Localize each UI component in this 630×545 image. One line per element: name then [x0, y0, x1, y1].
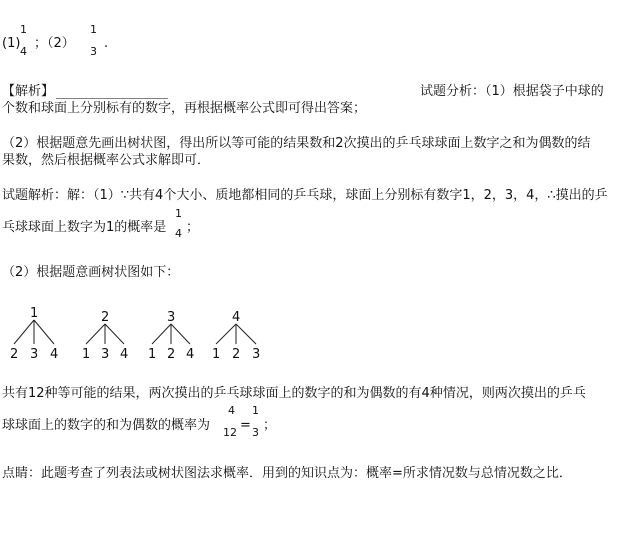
tree-edge	[105, 324, 124, 344]
tree-root: 4	[232, 310, 241, 325]
analysis-header: 【解析】	[2, 84, 55, 99]
solution-line2: 乓球球面上数字为1的概率是	[2, 220, 167, 235]
tree-root: 1	[30, 306, 39, 321]
tree-leaf: 1	[82, 347, 91, 362]
solution-part2-intro: （2）根据题意画树状图如下：	[2, 265, 180, 280]
tree-leaf: 3	[30, 347, 39, 362]
tree-edge	[34, 320, 54, 344]
result-equals: =	[240, 418, 251, 433]
tree-leaf: 2	[232, 347, 241, 362]
analysis-part2-line1: （2）根据题意先画出树状图，得出所以等可能的结果数和2次摸出的乒乓球球面上数字之和为偶数的结	[2, 136, 591, 151]
tree-leaf: 2	[167, 347, 176, 362]
tree-leaf: 4	[50, 347, 59, 362]
answer-part1-numerator: 1	[20, 23, 27, 36]
tree-edge	[236, 324, 256, 344]
tree-leaf: 1	[212, 347, 221, 362]
tree-leaf: 1	[148, 347, 157, 362]
tree-edge	[86, 324, 105, 344]
comment-text: 点睛：此题考查了列表法或树状图法求概率．用到的知识点为：概率=所求情况数与总情况数之比．	[2, 466, 572, 481]
solution-frac-numerator: 1	[175, 207, 182, 220]
tree-root: 2	[101, 310, 110, 325]
answer-end: .	[104, 36, 109, 51]
tree-leaf: 2	[10, 347, 19, 362]
answer-part1-denominator: 4	[20, 45, 27, 58]
tree-edge	[14, 320, 34, 344]
answer-part1-label: (1)	[2, 36, 21, 51]
tree-edge	[216, 324, 236, 344]
analysis-hint-line2: 个数和球面上分别标有的数字，再根据概率公式即可得出答案；	[2, 101, 367, 116]
tree-leaf: 3	[252, 347, 261, 362]
tree-group-2	[82, 310, 128, 362]
tree-edge	[152, 324, 171, 344]
analysis-underline: ＿＿＿＿＿＿＿＿＿＿	[56, 86, 167, 101]
result-frac1-denominator: 12	[223, 426, 237, 439]
result-line1: 共有12种等可能的结果，两次摸出的乒乓球球面上的数字的和为偶数的有4种情况，则两次摸出的乒乓	[2, 386, 586, 401]
solution-line1: 试题解析：解：（1）∵共有4个大小、质地都相同的乒乓球，球面上分别标有数字1，2，3，4，∴摸出的乒	[2, 188, 608, 203]
result-line2-end: ；	[263, 418, 277, 433]
solution-line2-end: ；	[186, 220, 200, 235]
tree-root: 3	[167, 310, 176, 325]
answer-part2-numerator: 1	[90, 23, 97, 36]
analysis-part2-line2: 果数，然后根据概率公式求解即可．	[2, 153, 211, 168]
analysis-hint-right: 试题分析：（1）根据袋子中球的	[420, 84, 604, 99]
result-frac1-numerator: 4	[228, 404, 235, 417]
tree-edge	[171, 324, 190, 344]
result-frac2-numerator: 1	[252, 404, 259, 417]
tree-group-1	[10, 306, 58, 362]
tree-leaf: 4	[120, 347, 129, 362]
tree-diagram	[0, 300, 300, 370]
tree-group-3	[148, 310, 194, 362]
tree-leaf: 4	[186, 347, 195, 362]
tree-leaf: 3	[101, 347, 110, 362]
tree-group-4	[212, 310, 260, 362]
result-frac2-denominator: 3	[252, 426, 259, 439]
solution-frac-denominator: 4	[175, 227, 182, 240]
result-line2: 球球面上的数字的和为偶数的概率为	[2, 418, 211, 433]
answer-separator: ；（2）	[34, 36, 75, 51]
answer-part2-denominator: 3	[90, 45, 97, 58]
